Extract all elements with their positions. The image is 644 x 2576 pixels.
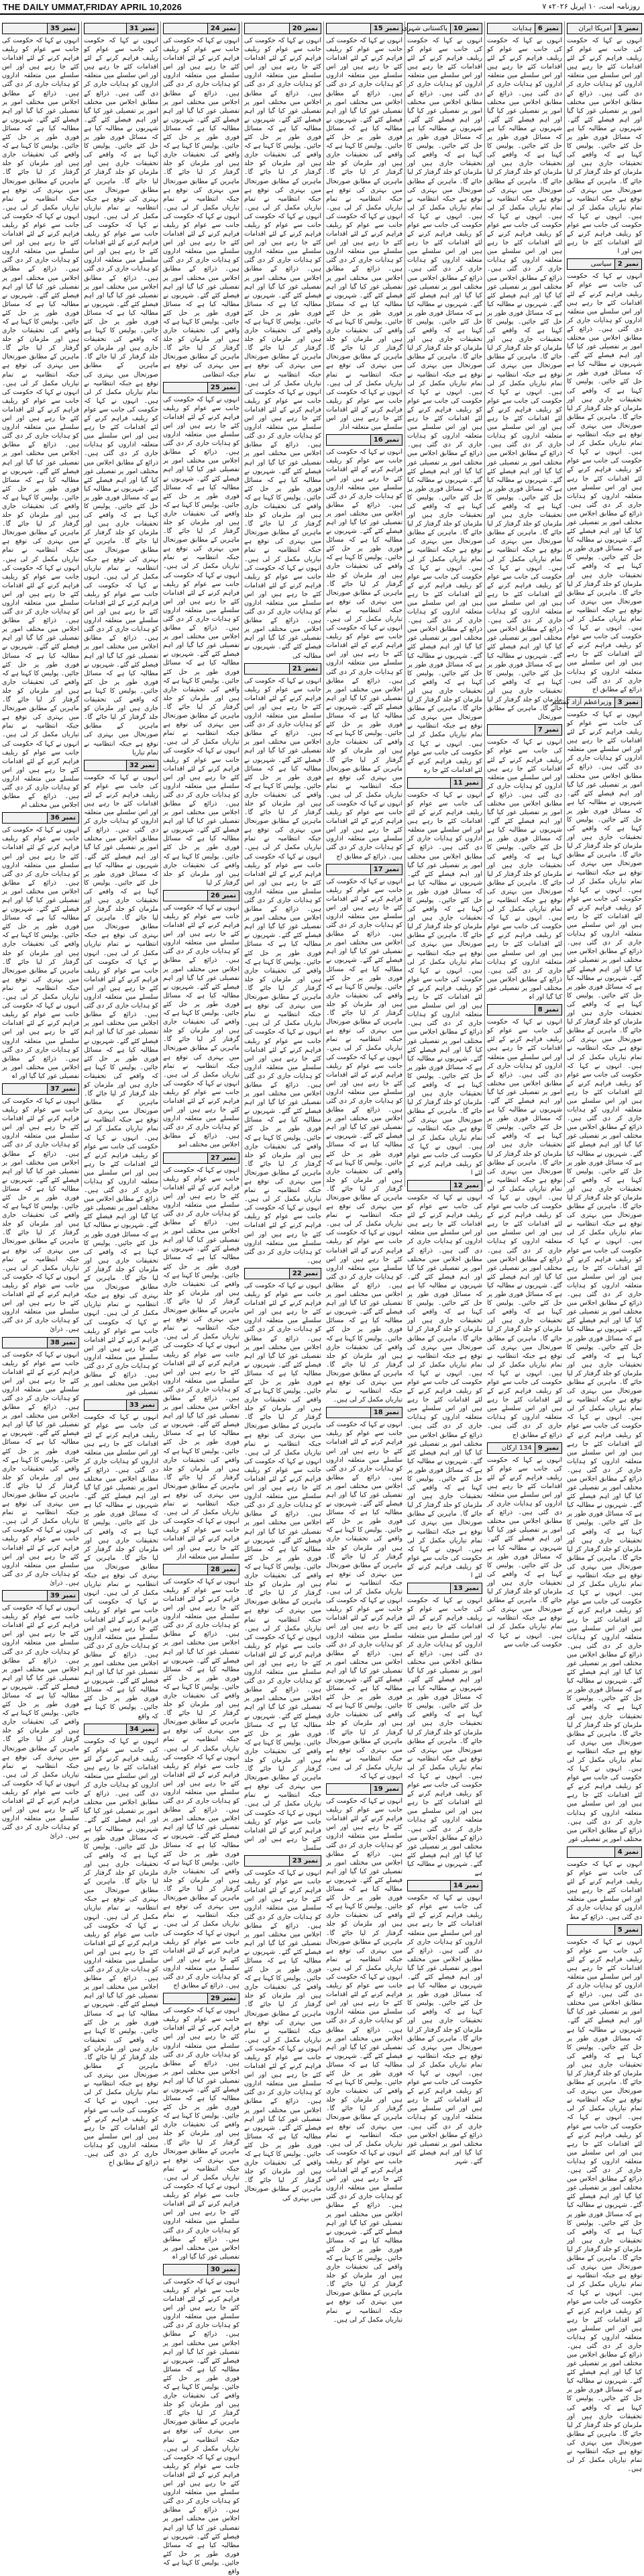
item-body-text: انہوں نے کہا کہ حکومت کی جانب سے عوام کو ریلیف فراہم کرنے کے لئے اقدامات کئے جا رہے ہیں اور اس سلسلے میں متعلقہ اداروں کو ہدایات جاری کر دی گئی ہیں۔ ذرائع کے مطابق اجلاس میں مختلف امور پر تفصیلی غور کیا گیا اور اہم فیصلے کئے گئے۔ شہریوں نے مطالبہ کیا ہے کہ مسائل فوری طور پر حل کئے جائیں۔ پولیس کا کہنا ہے کہ واقعے کی تحقیقات جاری ہیں اور ملزمان کو جلد گرفتار کر لیا جائے گا۔ ماہرین کے مطابق صورتحال میں بہتری کی توقع ہے جبکہ انتظامیہ نے تمام تیاریاں مکمل کر لی ہیں۔ انہوں نے کہا کہ حکومت کی جانب سے <box>487 1456 562 1648</box>
item-number-label <box>326 434 402 446</box>
item-number: نمبر 32 <box>126 760 158 771</box>
item-number: نمبر 22 <box>289 1269 321 1279</box>
news-item <box>326 1783 402 2324</box>
item-number: نمبر 31 <box>126 23 158 34</box>
item-number-label <box>407 1880 482 1891</box>
item-number: نمبر 11 <box>450 778 482 788</box>
news-item <box>407 1180 482 1580</box>
item-body-text: انہوں نے کہا کہ حکومت کی جانب سے عوام کو ریلیف فراہم کرنے کے لئے اقدامات کئے جا رہے ہیں اور اس سلسلے میں متعلقہ اداروں کو ہدایات جاری کر دی گئی ہیں۔ ذرائع کے مطابق اجلاس میں مختلف امور پر تفصیلی غور کیا گیا اور اہم فیصلے کئے گئے۔ شہریوں نے مطالبہ کیا ہے کہ مسائل فوری طور پر حل کئے جائیں۔ پولیس کا کہنا ہے کہ واقعے کی تحقیقات جاری ہیں اور ملزمان کو جلد گرفتار کر لیا جائے گا۔ ماہرین کے مطابق صورتحال میں بہتری کی توقع ہے جبکہ انتظامیہ نے تمام تیاریاں مکمل کر لی ہیں۔ انہوں نے کہا کہ حکومت کی جانب سے عوام کو ریلیف فراہم کرنے کے لئے اقدامات کئے جا رہے ہیں اور اس سلسلے میں متعلقہ اداروں کو ہدایات جاری کر دی گئی ہیں۔ ذرائع کے مطابق اجلاس میں مختلف امور پر تفصیلی غور کیا گیا اور اہم فیصلے کئے گئے۔ شہریوں نے مطالبہ کیا ہے کہ مسائل فوری طور پر حل کئے جائیں۔ پولیس کا کہنا ہے کہ واقعے کی تحقیقات جاری ہیں اور ملزمان کو جلد گرفتار کر لیا جائے گا۔ ماہرین کے مطابق صورتحال میں بہتری کی توقع ہے جبکہ انتظامیہ نے تمام تیاریاں مکمل کر لی ہیں۔ انہوں نے کہا کہ حکومت کی جانب سے عوام کو ریلیف فراہم کرنے کے لئے اقدامات کئے جا رہے ہیں اور اس سلسلے میں متعلقہ اداروں کو ہدایات جاری کر دی گئی ہیں۔ ذرائع کے مطابق اجلاس میں مختلف امور پر تفصیلی غور کیا گیا اور اہم فیصلے کئے گئے۔ شہریوں نے مطالبہ کیا ہے کہ مسائل فوری طور پر حل کئے جائیں۔ پولیس کا کہنا ہے کہ واقعے کی تحقیقات جاری ہیں اور ملزمان کو جلد گرفتار کر لیا جائے گا۔ ماہرین کے مطابق صورتحال میں بہتری کی توقع ہے جبکہ انتظامیہ نے تمام تیاریاں مکمل کر لی ہیں۔ انہوں نے کہا کہ حکومت کی جانب سے عوام کو ریلیف فراہم کرنے کے لئے اقدامات کئے جا رہے ہیں اور اس سلسل <box>244 1281 321 1852</box>
item-number-label <box>84 1724 158 1735</box>
news-item <box>163 1564 239 1990</box>
item-tag: ہدایات <box>512 25 532 32</box>
news-item <box>567 1924 642 2474</box>
item-body-text: انہوں نے کہا کہ حکومت کی جانب سے عوام کو ریلیف فراہم کرنے کے لئے اقدامات کئے جا رہے ہیں اور اس سلسلے میں متعلقہ اداروں کو ہدایات جاری کر دی گئی ہیں۔ ذرائع کے مطابق اجلاس میں مختلف امور پر تفصیلی غور کیا گیا اور اہم فیصلے کئے گئے۔ شہریوں نے مطالبہ کیا ہے کہ مسائل فوری طور پر حل کئے جائیں۔ پولیس کا کہنا ہے کہ واقعے کی تحقیقات جاری ہیں اور ملزمان کو جلد گرفتار کر لیا جائے گا۔ ماہرین کے مطابق صورتحال میں بہتری کی توقع ہے جبکہ انتظامیہ نے تمام تیاریاں مکمل کر لی ہیں۔ انہوں نے کہا کہ حکومت کی جانب سے عوام کو ریلیف فراہم کرنے کے لئے اقدامات کئے جا رہے ہیں اور اس سلسلے میں متعلقہ اداروں کو ہدایات جاری کر دی گئی ہیں۔ ذرائع کے مطابق اجلاس میں مختلف امور پر تفصیلی غور کیا گیا اور اہ <box>163 2007 239 2261</box>
news-item <box>163 23 239 379</box>
item-number: نمبر 20 <box>289 23 321 34</box>
newspaper-page <box>0 16 644 2575</box>
item-body-text: انہوں نے کہا کہ حکومت کی جانب سے عوام کو ریلیف فراہم کرنے کے لئے اقدامات کئے جا رہے ہیں اور اس سلسلے میں متعلقہ اداروں کو ہدایات جاری کر دی گئی ہیں۔ ذرائع کے مطابق اجلاس میں مختلف امور پر تفصیلی غور کیا گیا اور اہم فیصلے کئے گئے۔ شہریوں نے مطالبہ کیا ہے کہ مسائل فوری طور پر حل کئے جائیں۔ پولیس کا کہنا ہے کہ واقعے کی تحقیقات جاری ہیں اور ملزمان کو جلد گرفتار کر لیا جائے گا۔ ماہرین کے مطابق صورتحال میں بہتری کی توقع ہے جبکہ انتظامیہ نے تمام تیاریاں مکمل کر لی ہیں۔ انہوں نے کہا کہ حکومت کی جانب سے عوام کو ریلیف فراہم کرنے کے لئے اقدامات کئے جا رہے ہیں اور اس سلسلے میں متعلقہ اداروں کو ہدایات جاری کر دی گئی ہیں۔ ذرائع کے مطابق اجلاس میں مختلف امور پر تفصیلی غور کیا گیا اور اہم فیصلے کئے گئے۔ شہریوں نے مطالبہ کیا ہے کہ مسائل فوری طور پر حل کئے جائیں۔ پولیس کا کہنا ہے کہ واقعے کی تحقیقات جاری ہیں اور ملزمان کو جلد گرفتار کر لیا جائے گا۔ ماہرین کے مطابق صورتحال میں بہتری کی توقع ہے جبکہ انتظامیہ نے تمام تیاریاں مکمل کر لی ہیں۔ انہوں نے کہا کہ حکومت کی جانب سے عوام کو ریلیف فراہم کرنے کے لئے اقدامات کئے جا رہے ہیں اور اس سلسلے میں متعلقہ اداروں کو ہدایات جاری کر دی گئی ہیں۔ ذرائع کے مطابق اجلاس میں مختلف امور پر تفصیلی غور کیا گیا اور اہم فیصلے کئے گئے۔ شہریوں نے مطالبہ کیا ہے کہ مسائل فوری طور پر حل کئے جائیں۔ پولیس کا کہنا ہے کہ واقعے کی تحقیقات جاری ہیں اور ملزمان کو جلد گرفتار کر لیا جائے گا۔ ماہرین کے مطابق صورتحال میں بہتری کی توقع ہے جبکہ انتظامیہ نے تمام تیاریاں مکمل کر لی ہیں۔ انہوں نے کہا کہ حکومت کی جانب سے عوام کو ریلیف فراہم کرنے کے لئے اقدامات کئے جا رہے ہیں اور اس سلسلے میں متعلقہ اداروں کو ہدایات جاری کر دی گئی ہیں۔ ذرائع کے مطابق اجلاس میں مختلف امور پر تفصیلی غور کیا گیا اور اہم فیصلے کئے گئے۔ شہریوں نے مطالبہ کی <box>244 37 321 660</box>
item-tag: وزیراعظم آزاد کشمیر <box>551 698 612 706</box>
item-body-text: انہوں نے کہا کہ حکومت کی جانب سے عوام کو ریلیف فراہم کرنے کے لئے اقدامات کئے جا رہے ہیں اور اس سلسلے میں متعلقہ اداروں کو ہدایات جاری کر دی گئی ہیں۔ ذرائع کے مطابق اجلاس میں مختلف امور پر تفصیلی غور کیا گیا اور اہم فیصلے کئے گئے۔ شہریوں نے مطالبہ کیا ہے کہ مسائل فوری طور پر حل کئے جائیں۔ پولیس کا کہنا ہے کہ واقعے کی تحقیقات جاری ہیں اور ملزمان کو جلد گرفتار کر لیا جائے گا۔ ماہرین کے مطابق صورتحال میں بہتری کی توقع ہے جبکہ انتظامیہ نے تمام تیاریاں مکمل کر لی ہیں۔ انہوں نے کہا کہ حکومت کی جانب سے عوام کو ریلیف فراہم کرنے کے لئے اقدامات کئے جا رہے ہیں اور اس سلسلے میں متعلقہ اداروں کو ہدایات جاری کر دی گئی ہیں۔ ذرائع کے مطابق اجلاس میں مختلف امور پر تفصیلی غور کیا گیا اور اہم فیصلے کئے گئے۔ شہریوں نے مطالبہ کیا ہے کہ مسائل فوری طور پر حل کئے جائیں۔ پولیس کا کہنا ہے کہ واقعے کی تحقیقات جاری ہیں اور ملزمان کو جلد گرفتار کر لیا جائے گا۔ ماہرین کے مطابق صورتحال میں بہتری کی توقع ہے جبکہ انتظامیہ نے تمام تیاریاں مکمل کر لی ہیں۔ انہوں نے کہا کہ حکومت کی جانب سے عوام کو ریلیف فراہم کرنے کے لئے ا <box>407 791 482 1177</box>
news-item <box>163 382 239 887</box>
item-number-label <box>163 2264 239 2275</box>
news-item <box>163 1152 239 1561</box>
item-number-label <box>163 1564 239 1575</box>
item-number: نمبر 35 <box>47 23 78 34</box>
item-number-label <box>2 1337 79 1348</box>
item-number-label <box>487 1442 562 1454</box>
item-number-label <box>567 1924 642 1936</box>
item-number-label <box>163 1152 239 1164</box>
news-item <box>551 697 642 1844</box>
news-item <box>567 23 642 256</box>
item-number-label <box>244 1855 321 1867</box>
news-item <box>402 23 482 775</box>
item-number-label <box>163 23 239 34</box>
news-column <box>160 21 241 2575</box>
item-number: نمبر 27 <box>207 1153 239 1163</box>
item-number-label <box>326 1783 402 1795</box>
news-item <box>487 1442 562 1649</box>
item-tag: سیاسی <box>590 260 612 268</box>
item-number-label <box>163 1993 239 2004</box>
item-number-label <box>551 697 642 708</box>
news-item <box>84 1724 158 2168</box>
item-number: نمبر 10 <box>450 23 482 34</box>
item-body-text: انہوں نے کہا کہ حکومت کی جانب سے عوام کو ریلیف فراہم کرنے کے لئے اقدامات کئے جا رہے ہیں اور اس سلسلے میں متعلقہ اداروں کو ہدایات جاری کر دی گئی ہیں۔ ذرائع کے مطابق اجلاس میں مختلف امور پر تفصیلی غور کیا گیا اور اہم فیصلے کئے گئے۔ شہریوں نے مطالبہ کیا ہے کہ مسائل فوری طور پر حل کئے جائیں۔ پولیس کا کہنا ہے کہ واقعے کی تحقیقات جاری ہیں اور ملزمان کو جلد گرفتار کر لیا جائے گا۔ ماہرین کے مطابق صورتحال میں بہتری کی توقع ہے جبکہ انتظامیہ نے تمام تیاریاں مکمل کر لی ہیں۔ انہوں نے کہا کہ حکومت کی جانب سے عوام کو ریلیف فراہم کرنے کے لئے اقدامات کئے جا رہے ہیں اور اس سلسلے میں متعلقہ اداروں کو ہدایات جاری کر دی گئی ہیں۔ ذرائع کے مطابق اجلاس میں مختلف امور پر تفصیلی غور کیا گیا اور اہم فیصلے کئے گئے۔ شہریوں نے مطالبہ کیا ہے کہ مسائل فوری طور پر حل کئے جائیں۔ پولیس کا کہنا ہے کہ واقعے کی تحقیقات جاری ہیں اور ملزمان کو جلد گرفتار کر لیا جائے گا۔ ماہرین کے مطابق صورتحال میں بہتری کی توقع ہے جبکہ انتظامیہ نے تمام تیاریاں مکمل کر لی ہیں۔ انہوں نے کہا کہ حکومت کی جانب سے عوام کو ریلیف فراہم کرنے کے لئے اقدامات کئے جا رہے ہیں اور اس سلسلے میں متعلقہ اداروں کو ہدایات جاری کر دی گئی ہیں۔ ذرائع کے مطابق اجلاس میں مختلف امور پر تفصیلی غور کیا گیا اور اہم فیصلے کئے گئے۔ شہریوں نے مطالبہ کیا ہے کہ مسائل فوری طور پر حل کئے جائیں۔ پولیس کا کہنا ہے کہ واقعے کی تحقیقات جاری ہیں اور ملزمان کو جلد گرفتار کر لیا جائے گا۔ ماہرین کے مطابق صورتحال میں بہتری کی توقع ہے جبکہ انتظامیہ نے تمام تیاریاں مکمل کر لی ہیں۔ انہوں نے کہا کہ حکومت کی جانب سے عوام کو ریلیف فراہم کرنے کے لئے اقدامات کئے جا رہے ہیں اور اس سلسلے میں متعلقہ اداروں کو ہدایات جاری کر دی گئی ہیں۔ ذرائع کے مطابق اجلاس میں مختلف امور پر تفصیلی غور <box>84 773 158 1397</box>
item-number: نمبر 28 <box>207 1565 239 1575</box>
news-item <box>163 890 239 1150</box>
newspaper-date-urdu: روزنامہ امت، ۱۰ اپریل ۲۰۲۶ء ۷ <box>542 2 640 11</box>
item-number-label <box>567 258 642 270</box>
item-number: نمبر 23 <box>289 1856 321 1866</box>
news-item <box>2 23 79 809</box>
item-body-text: انہوں نے کہا کہ حکومت کی جانب سے عوام کو ریلیف فراہم کرنے کے لئے اقدامات کئے جا رہے ہیں اور اس سلسلے میں متعلقہ اداروں کو ہدایات جاری کر دی گئی ہیں۔ ذرائع کے مطابق اجلاس میں مختلف امور پر تفصیلی غور کیا گیا اور اہم فیصلے کئے گئے۔ شہریوں نے مطالبہ کیا ہے کہ مسائل فوری طور پر حل کئے جائیں۔ پولیس کا کہنا ہے کہ واقعے کی تحقیقات جاری ہیں اور ملزمان کو جلد گرفتار کر لیا جائے گا۔ ماہرین کے مطابق صورتحال میں بہتری کی توقع ہے جبکہ انتظامیہ نے تمام تیاریاں مکمل کر لی ہیں۔ انہوں نے کہا کہ حکومت کی جانب سے عوام کو ریلیف فراہم کرنے کے لئے اقدامات کئے جا رہے ہیں اور اس سلسلے میں متعلقہ اداروں کو ہدایات جاری کر دی گئی ہیں۔ ذرائع کے مطابق اجلاس میں مختلف امور پر تفصیلی غور کیا گیا اور اہ <box>487 738 562 1001</box>
item-number: نمبر 5 <box>614 1925 641 1935</box>
item-body-text: انہوں نے کہا کہ حکومت کی جانب سے عوام کو ریلیف فراہم کرنے کے لئے اقدامات کئے جا رہے ہیں اور اس سلسلے میں متعلقہ اداروں کو ہدایات جاری کر دی گئی ہیں۔ ذرائع کے مطابق اجلاس میں مختلف امور پر تفصیلی غور کیا گیا اور اہم فیصلے کئے گئے۔ شہریوں نے مطالبہ کیا ہے کہ مسائل فوری طور پر حل کئے جائیں۔ پولیس کا کہنا ہے کہ واقعے کی تحقیقات جاری ہیں اور ملزمان کو جلد گرفتار کر لیا جائے گا۔ ماہرین کے مطابق صورتحال میں بہتری کی توقع ہے جبکہ انتظامیہ نے تمام تیاریاں مکمل کر لی ہیں۔ انہوں نے کہا کہ حکومت کی جانب سے عوام کو ریلیف فراہم کرنے کے لئے اقدامات کئے جا رہے ہیں اور اس سلسلے میں متعلقہ اداروں کو ہدایات جاری کر دی گئی ہیں۔ ذرائع کے مطابق اجلاس میں مختلف امور پر تفصیلی غور کیا گیا اور اہم فیصلے کئے گئے۔ شہریوں نے مطالبہ کیا ہے کہ مسائل فوری طور پر حل کئے جائیں۔ پولیس کا کہنا ہے کہ واقعے کی تحقیقات جاری ہیں اور ملزمان کو جلد گرفتار کر لیا جائے گا۔ ماہرین کے مطابق صورتحال میں بہتری کی توقع ہے جبکہ انتظامیہ نے تمام تیاریاں مکمل کر لی ہیں۔ انہوں نے کہا کہ حکومت کی جانب سے عوام کو ریلیف فراہم کرنے کے لئے اقدامات کئے جا رہے ہیں اور اس سلسلے میں متعلقہ اداروں کو ہدایات جاری کر دی گئی ہیں۔ ذرائع کے مطابق اجلاس میں مختلف امور پر تفصیلی غور کیا گیا اور اہم فیصلے کئے گئے۔ شہریوں نے مطالبہ کیا ہے کہ مسائل فوری طور پر حل کئے جائیں۔ پولیس کا کہنا ہے کہ واقعے کی تحقیقات جاری ہیں اور ملزمان کو جلد گرفتار کر لیا جائے گا۔ ماہرین کے مطابق صورتحال میں بہتری کی توقع ہے جبکہ انتظامیہ نے تمام تیاریاں مکمل کر لی ہیں۔ انہوں نے کہا کہ حکومت کی جانب سے عوام کو ریلیف فراہم کرنے کے لئے اقدامات کئے جا رہے ہیں اور اس سلسلے میں متعلقہ اداروں کو ہدایات جاری کر دی گئی ہیں۔ ذرائع کے مطابق اجلاس میں مختلف امور پر تفصیلی غور کیا گیا اور اہم فیصلے کئے گئے۔ شہریوں نے مطالبہ کیا ہے کہ مسائل فوری طور پر حل کئے جائیں۔ پولیس کا کہنا ہے کہ واقعے کی تحقیقات جاری ہیں اور ملزمان کو جلد گرفتار کر لیا جائے گا۔ ماہرین کے مطابق صورتحال میں بہتری کی توقع ہے جبکہ انتظامیہ نے تمام تیاریا <box>84 37 158 756</box>
item-body-text: انہوں نے کہا کہ حکومت کی جانب سے عوام کو ریلیف فراہم کرنے کے لئے اقدامات کئے جا رہے ہیں اور اس سلسلے میں متعلقہ اداروں کو ہدایات جاری کر دی گئی ہیں۔ ذرائع کے مطابق اجلاس میں مختلف امور پر تفصیلی غور کیا گیا اور اہم فیصلے کئے گئے۔ شہریوں نے مطالبہ کیا ہے کہ مسائل فوری طور پر حل کئے جائیں۔ پولیس کا کہنا ہے کہ واقعے کی تحقیقات جاری ہیں اور ملزمان کو جلد گرفتار کر لیا جائے گا۔ ماہرین کے مطابق صورتحال میں بہتری کی توقع ہے جبکہ انتظامیہ نے تمام تیاریاں مکمل کر لی ہیں۔ انہوں نے کہا کہ حکومت کی جانب سے عوام کو ریلیف فراہم کرنے کے لئے اقدامات کئے جا رہے ہیں اور اس سلسلے میں متعلقہ اداروں کو ہدایات جاری کر دی گئی ہیں۔ ذرائع کے مطابق اجلاس میں مختلف امور پر تفصیلی غور کیا گیا اور اہم فیصلے کئے گئے۔ شہریوں نے مطالبہ کیا ہے کہ مسائل فوری طور پر حل کئے جائیں۔ پولیس کا کہنا ہے کہ واقعے کی تحقیقات جاری ہیں اور ملزمان کو جلد گرفتار کر لیا جائے گا۔ ماہرین کے مطابق صورتحال میں بہتری کی توقع ہے جبکہ انتظامیہ نے تمام تیاریاں مکمل کر لی ہیں۔ انہوں نے کہا کہ حکومت کی جانب سے عوام کو ریلیف فراہم کرنے کے لئے اقدامات کئے جا رہے ہیں اور اس سلسلے میں متعلقہ اداروں کو ہدایات جاری کر دی گئی ہیں۔ ذرائع کے مطابق اجلاس میں مختلف امور پر تفصیلی غور کیا گیا اور اہم فیصلے کئے گئے۔ شہریوں نے مطالبہ کیا ہے کہ مسائل فوری طور پر حل کئے جائیں۔ پولیس کا کہنا ہے کہ واقعے کی تحقیقات جاری ہیں اور ملزمان کو جلد گرفتار کر لیا جائے گا۔ ماہرین کے مطابق صورتحال میں بہتری کی توقع ہے جبکہ انتظامیہ نے تمام تیاریاں مکمل کر لی ہیں۔ انہوں نے کہا کہ حکومت کی جانب سے عوام کو ریلیف فراہم کرنے کے لئے اقدامات کئے جا رہے ہیں اور اس سلسلے میں متعلقہ اداروں کو ہدایات جاری کر دی گئی ہیں۔ ذرائع کے مطابق اجلاس میں مختلف امور پر تفصیلی غور کیا گیا اور اہم فیصلے کئے گئے۔ شہریوں نے مطالبہ کیا ہے کہ مسائل فوری طور پر حل کئے جائیں۔ پولیس کا کہنا ہے کہ واقعے کی تحقیقات جاری ہیں اور ملزمان کو جلد گرفتار کر لیا جائے گا۔ ماہرین کے مطابق صورتحال میں بہتری کی توقع ہے جبکہ انتظامیہ نے تمام تیاریاں مکمل کر لی ہیں۔ انہوں نے کہا کہ حکومت کی جانب سے عوام کو ریلیف فراہم کرنے کے لئے اقدامات کئے جا رہ <box>407 37 482 774</box>
item-body-text: انہوں نے کہا کہ حکومت کی جانب سے عوام کو ریلیف فراہم کرنے کے لئے اقدامات کئے جا رہے ہیں اور اس سلسلے میں متعلقہ اداروں کو ہدایات جاری کر دی گئی ہیں۔ ذرائع کے مطابق اجلاس میں مختلف امور پر تفصیلی غور کیا گیا اور اہم فیصلے کئے گئے۔ شہریوں نے مطالبہ کیا ہے کہ مسائل فوری طور پر حل کئے جائیں۔ پولیس کا کہنا ہے کہ واقعے کی تحقیقات جاری ہیں اور ملزمان کو جلد گرفتار کر لیا جائے گا۔ ماہرین کے مطابق صورتحال میں بہتری کی توقع ہے جبکہ انتظامیہ نے تمام تیاریاں مکمل کر لی ہیں۔ انہوں نے کہا کہ حکومت کی جانب سے عوام کو ریلیف فراہم کرنے کے لئے اقدامات کئے جا رہے ہیں اور اس سلسلے میں متعلقہ اداروں کو ہدایات جاری کر دی گئی ہیں۔ ذرائع کے مطابق اجلاس میں مختلف امور پر تفصیلی غور کیا گیا اور اہم فیصلے کئے گئے۔ شہر <box>407 1894 482 2165</box>
item-number: نمبر 1 <box>614 23 641 34</box>
news-item <box>84 23 158 757</box>
item-number-label <box>244 23 321 34</box>
item-number-label <box>487 1004 562 1015</box>
item-body-text: انہوں نے کہا کہ حکومت کی جانب سے عوام کو ریلیف فراہم کرنے کے لئے اقدامات کئے جا رہے ہیں اور اس سلسلے میں متعلقہ اداروں کو ہدایات جاری کر دی گئی ہیں۔ ذرائع کے مطابق اجلاس میں مختلف امور پر تفصیلی غور کیا گیا اور اہم فیصلے کئے گئے۔ شہریوں نے مطالبہ کیا ہے کہ مسائل فوری طور پر حل کئے جائیں۔ پولیس کا کہنا ہے کہ واقعے کی تحقیقات جاری ہیں اور ملزمان کو جلد گرفتار کر لیا جائے گا۔ ماہرین کے مطابق صورتحال میں بہتری کی توقع ہے جبکہ انتظامیہ نے تمام تیاریاں مکمل کر لی ہیں۔ انہوں نے کہا کہ حکومت کی جانب سے عوام کو ریلیف فراہم کرنے کے لئے اقدامات کئے جا رہے ہیں اور اس سلسلے میں متعلقہ اداروں کو ہدایات جاری کر دی گئی ہیں۔ ذرائع کے مطابق اجلاس میں مختلف امور پر تفصیلی غور کیا گیا اور اہم فیصلے کئے گئے۔ شہریوں نے مطالبہ کیا ہے کہ مسائل فوری طور پر حل کئے جائیں۔ پولیس کا کہنا ہے کہ واقعے کی تحقیقات جاری ہیں اور ملزمان کو جلد گرفتار کر لیا جائے گا۔ ماہرین کے مطابق صورتحال میں بہتری کی توقع ہے جبکہ انتظامیہ نے تمام تیاریاں مکمل کر لی ہیں۔ انہوں نے کہا کہ حکومت کی جانب سے عوام کو ریلیف فراہم کرنے کے لئے اقدامات کئے جا رہے ہیں اور اس سلسلے میں متعلقہ اداروں کو ہدایات جاری کر دی گئی ہیں۔ ذرائع کے مطابق اجلاس میں مختلف امور پر تفصیلی غور کیا گیا اور اہم فیصلے کئے گئے۔ شہریوں نے مطالبہ کیا ہے کہ مسائل فوری طور پر حل کئے جائیں۔ پولیس کا کہنا ہے کہ واقعے کی تحقیقات جاری ہیں اور ملزمان کو جلد گرفتار کر لیا جائے گا۔ ماہرین کے مطابق صورتحال میں بہتری کی توقع ہے جبکہ انتظامیہ نے تمام تیاریاں مکمل کر لی ہیں۔ <box>567 1938 642 2473</box>
item-number: نمبر 19 <box>370 1784 402 1794</box>
item-number: نمبر 34 <box>126 1724 158 1734</box>
item-number-label <box>163 890 239 901</box>
news-item <box>244 1268 321 1852</box>
item-body-text: انہوں نے کہا کہ حکومت کی جانب سے عوام کو ریلیف فراہم کرنے کے لئے اقدامات کئے جا رہے ہیں اور اس سلسلے میں متعلقہ اداروں کو ہدایات جاری کر دی گئی ہیں۔ ذرائع کے مطابق اجلاس میں مختلف امور پر تفصیلی غور کیا گیا اور اہم فیصلے کئے گئے۔ شہریوں نے مطالبہ کیا ہے کہ مسائل فوری طور پر حل کئے جائیں۔ پولیس کا کہنا ہے کہ واقعے کی تحقیقات جاری ہیں اور ملزمان کو جلد گرفتار کر لیا جائے گا۔ ماہرین کے مطابق صورتحال میں بہتری کی توقع ہے جبکہ انتظامیہ نے تمام تیاریاں مکمل کر لی ہیں۔ انہوں نے کہا کہ حکومت کی جانب سے عوام کو ریلیف فراہم کرنے کے لئے اقدامات کئے جا رہے ہیں اور اس سلسلے میں متعلقہ اداروں کو ہدایات جاری کر دی گئی ہیں۔ ذرائع کے مطابق اجلاس میں مختلف امور پر تفصیلی غور کیا گیا اور اہم فیصلے کئے گئے۔ شہریوں نے مطالبہ کیا ہے کہ مسائل فوری طور پر حل کئے جائیں۔ پولیس کا کہنا ہے کہ واقعے کی تحقیقات جاری ہیں اور ملزمان کو جلد گرفتار کر لیا جائے گا۔ ماہرین کے مطابق صورتحال میں بہتری کی توقع ہے جبکہ انتظامیہ نے تمام تیاریاں مکمل کر لی ہیں۔ انہوں نے کہا کہ حکومت کی جانب سے عوام کو ریلیف فراہم کرنے کے لئے اقدامات کئے جا رہے ہیں اور اس سلسلے میں متعلقہ ادار <box>326 37 402 432</box>
item-body-text: انہوں نے کہا کہ حکومت کی جانب سے عوام کو ریلیف فراہم کرنے کے لئے اقدامات کئے جا رہے ہیں اور اس سلسلے میں متعلقہ اداروں کو ہدایات جاری کر دی گئی ہیں۔ ذرائع کے مطابق اجلاس میں مختلف امور پر تفصیلی غور کیا گیا اور اہم فیصلے کئے گئے۔ شہریوں نے مطالبہ کیا ہے کہ مسائل فوری طور پر حل کئے جائیں۔ پولیس کا کہنا ہے کہ واقعے کی تحقیقات جاری ہیں اور ملزمان کو جلد گرفتار کر لیا جائے گا۔ ماہرین کے مطابق صورتحال میں بہتری کی توقع ہے جبکہ انتظامیہ نے تمام تیاریاں مکمل کر لی ہیں۔ انہوں نے کہا کہ حکومت کی جانب سے عوام کو ریلیف فراہم کرنے کے لئے اقدامات کئے جا رہے ہیں اور اس سلسلے میں متعلقہ اداروں کو ہدایات جاری کر دی گئی ہیں۔ ذرائع کے مطابق اجلاس میں مختلف امور پر تفصیلی غور کیا گیا اور اہم فیصلے کئے گئے۔ شہریوں نے مطالبہ کیا ہے کہ مسائل فوری طور پر حل کئے جائیں۔ پولیس کا کہنا ہے کہ واقعے کی تحقیقات جاری ہیں اور ملزمان کو جلد گرفتار کر لیا جائے گا۔ ماہرین کے مطابق صورتحال میں بہتری کی توقع ہے جبکہ انتظامیہ نے تمام تیاریاں مکمل کر لی ہیں۔ انہوں نے کہا کہ حکومت کی جانب سے عوام کو ریلیف فراہم کرنے کے لئے اقدامات کئے جا رہے ہیں اور اس سلسلے میں متعلقہ اداروں کو ہدایات جاری کر دی گئی ہیں۔ ذرائع کے مطابق اج <box>84 1737 158 2167</box>
item-number: نمبر 13 <box>450 1583 482 1593</box>
news-item <box>326 23 402 432</box>
item-number: نمبر 8 <box>535 1005 561 1015</box>
item-body-text: انہوں نے کہا کہ حکومت کی جانب سے عوام کو ریلیف فراہم کرنے کے لئے اقدامات کئے جا رہے ہیں اور اس سلسلے میں متعلقہ اداروں کو ہدایات جاری کر دی گئی ہیں۔ ذرائع کے مطابق اجلاس میں مختلف امور پر تفصیلی غور کیا گیا اور اہم فیصلے کئے گئے۔ شہریوں نے مطالبہ کیا ہے کہ مسائل فوری طور پر حل کئے جائیں۔ پولیس کا کہنا ہے کہ واقعے کی تحقیقات جاری ہیں اور ملزمان کو جلد گرفتار کر لیا جائے گا۔ ماہرین کے مطابق صورتحال میں بہتری کی توقع ہے جبکہ انتظامیہ نے تمام تیاریاں مکمل کر لی ہیں۔ انہوں نے کہا کہ حکومت کی جانب سے عوام کو ریلیف فراہم کرنے کے لئے اقدامات کئے جا رہے ہیں اور اس سلسلے میں متعلقہ اداروں کو ہدایات جاری کر دی گئی ہیں۔ ذرائ <box>2 1097 79 1334</box>
item-number: نمبر 17 <box>370 864 402 875</box>
item-number-label <box>407 777 482 789</box>
news-column <box>484 21 564 1648</box>
news-column <box>0 21 81 1840</box>
news-item <box>2 1083 79 1334</box>
news-item <box>84 1399 158 1720</box>
item-number: نمبر 29 <box>207 1993 239 2003</box>
item-body-text: انہوں نے کہا کہ حکومت کی جانب سے عوام کو ریلیف فراہم کرنے کے لئے اقدامات کئے جا رہے ہیں اور اس سلسلے میں متعلقہ اداروں کو ہدایات جاری کر دی گئی ہیں۔ ذرائع کے مطابق اجلاس میں مختلف امور پر تفصیلی غور کیا گیا اور اہم فیصلے کئے گئے۔ شہریوں نے مطالبہ کیا ہے کہ مسائل فوری طور پر حل کئے جائیں۔ پولیس کا کہنا ہے کہ واقعے کی تحقیقات جاری ہیں اور ملزمان کو جلد گرفتار کر لیا جائے گا۔ ماہرین کے مطابق صورتحال میں بہتری کی توقع ہے جبکہ انتظامیہ نے تمام تیاریاں مکمل کر لی ہیں۔ انہوں نے کہا کہ حکومت کی جانب سے عوام کو ریلیف فراہم کرنے کے لئے اقدامات کئے جا رہے ہیں اور اس سلسلے میں متعلقہ اداروں کو ہدایات جاری کر دی گئی ہیں۔ ذرائع کے مطابق اجلاس میں مختلف امور پر تفصیلی غور کیا گیا اور اہم فیصلے کئے گئے۔ شہریوں نے مطالبہ کیا ہے کہ مسائل فوری طور پر حل کئے جائیں۔ پولیس کا کہنا ہے کہ واقعے کی تحقیقات جاری ہیں اور ملزمان کو جلد گرفتار کر لیا جائے گا۔ ماہرین کے مطابق صورتحال میں بہتری کی توقع ہے جبکہ انتظامیہ نے تمام تیاریاں مکمل کر لی ہیں۔ انہوں نے کہا کہ حکومت کی جانب سے عوام کو ریلیف فراہم کرنے کے لئے اقدامات کئے جا رہے ہیں اور اس سلسلے میں متعلقہ اداروں کو ہدایات جاری کر دی گئی ہیں۔ ذرائع کے مطابق اجلاس میں مختلف امور پر تفصیلی غور کیا گیا اور اہم فیصلے کئے گئے۔ شہریوں نے مطالبہ کیا ہے کہ مسائل فوری طور پر حل کئے جائیں۔ پولیس کا کہنا ہے کہ واقعے کی تحقیقات جاری ہیں اور ملزمان کو جلد گرفتار کر لیا جائے گا۔ ماہرین کے مطابق صورتحال میں بہتری کی توقع ہے جبکہ انتظامیہ نے تمام تیاریاں مکمل کر لی ہیں۔ انہوں نے کہا کہ حکومت کی جانب سے عوام کو ریلیف فراہم کرنے کے لئے اقدامات کئے جا رہے ہیں اور اس سلسلے میں متعلقہ اداروں کو ہدایات جاری کر دی گئی ہیں۔ ذرائع کے مطابق اجلاس میں مختلف امور پر تفصیلی غور کیا گیا اور اہم فیصلے کئے گئے۔ شہریوں نے مطالبہ کیا ہے کہ مسائل فوری طور پر حل کئے جائیں۔ پولیس کا کہنا ہے کہ واقعے کی تحقیقات جاری ہیں اور ملزمان کو جلد گرفتار کر لیا جائے گا۔ ماہرین کے مطابق صورتحال میں بہتری کی توقع ہے جبکہ انتظامیہ نے تمام تیاریاں مکمل کر لی ہیں۔ انہوں نے کہا کہ حکومت کی جانب سے عوام کو ریلیف فراہم کرنے کے لئے اقدامات کئے جا رہے ہیں اور اس سلسلے میں متعلقہ اداروں کو ہدایات جاری کر دی گئی ہیں۔ ذرائع کے مطابق اجلاس میں مختلف ام <box>2 37 79 809</box>
item-body-text: انہوں نے کہا کہ حکومت کی جانب سے عوام کو ریلیف فراہم کرنے کے لئے اقدامات کئے جا رہے ہیں اور اس سلسلے میں متعلقہ اداروں کو ہدایات جاری کر دی گئی ہیں۔ ذرائع کے مطابق اجلاس میں مختلف امور پر تفصیلی غور کیا گیا اور اہم فیصلے کئے گئے۔ شہریوں نے مطالبہ کیا ہے کہ مسائل فوری طور پر حل کئے جائیں۔ پولیس کا کہنا ہے کہ واقعے کی تحقیقات جاری ہیں اور ملزمان کو جلد گرفتار کر لیا جائے گا۔ ماہرین کے مطابق صورتحال میں بہتری کی توقع ہے جبکہ انتظامیہ نے تمام تیاریاں مکمل کر لی ہیں۔ انہوں نے کہا کہ حکومت کی جانب سے عوام کو ریلیف فراہم کرنے کے لئے اقدامات کئے جا رہے ہیں اور اس سلسلے میں متعلقہ اداروں کو ہدایات جاری کر دی گئی ہیں۔ ذرائع کے مطابق اجلاس میں مختلف امور پر تفصیلی غور کیا گیا اور اہم فیصلے کئے گئے۔ شہریوں نے مطالبہ کیا ہے کہ مسائل فوری طور پر حل کئے جائیں۔ پولیس کا کہنا ہے کہ واقعے کی تحقیقات جاری ہیں اور ملزمان کو جلد گرفتار کر لیا جائے گا۔ ماہرین کے مطابق صورتحال میں بہتری کی توقع ہے جبکہ انتظامیہ نے تمام تیاریاں مکمل کر لی ہیں۔ انہوں نے کہا کہ <box>326 1421 402 1780</box>
news-item <box>567 1846 642 1922</box>
item-number: نمبر 9 <box>535 1443 561 1453</box>
item-number: نمبر 33 <box>126 1400 158 1410</box>
item-body-text: انہوں نے کہا کہ حکومت کی جانب سے عوام کو ریلیف فراہم کرنے کے لئے اقدامات کئے جا رہے ہیں اور اس سلسلے میں متعلقہ اداروں کو ہدایات جاری کر دی گئی ہیں۔ ذرائع کے مطابق اجلاس میں مختلف امور پر تفصیلی غور کیا گیا اور اہم فیصلے کئے گئے۔ شہریوں نے مطالبہ کیا ہے کہ مسائل فوری طور پر حل کئے جائیں۔ پولیس کا کہنا ہے کہ واقعے کی تحقیقات جاری ہیں اور ملزمان کو جلد گرفتار کر لیا جائے گا۔ ماہرین کے مطابق صورتحال میں بہتری کی توقع ہے جبکہ انتظامیہ نے تمام تیاریاں مکمل کر لی ہیں۔ انہوں نے کہا کہ حکومت کی جانب سے عوام کو ریلیف فراہم کرنے کے لئے اقدامات کئے جا رہے ہیں اور اس سلسلے میں متعلقہ اداروں کو ہدایات جاری کر دی گئی ہیں۔ ذرائع کے مطابق اجلاس میں مختلف امور پر تفصیلی غور کیا گیا اور اہم فیصلے کئے گئے۔ شہریوں نے مطالبہ کیا ہے کہ مسائل فوری طور پر حل کئے جائیں۔ پولیس کا کہنا ہے کہ واقعے کی تحقیقات جاری ہیں اور ملزمان کو جلد گرفتار کر لیا جائے گا۔ ماہرین کے مطابق صورتحال میں بہتری کی توقع ہے جبکہ انتظامیہ نے تمام تیاریاں مکمل کر لی ہیں۔ انہوں نے کہا کہ حکومت کی جانب سے عوام کو ریلیف فراہم کرنے کے لئے اقدامات کئے جا رہے ہیں اور اس سلسلے میں متعلقہ اداروں کو ہدایات جاری کر دی گئی ہیں۔ ذرائع کے مطابق اجلاس میں مختلف امور پر تفصیلی غور کیا گیا اور اہم فیصلے کئے گئے۔ شہریوں نے مطالبہ کیا ہے کہ مسائل فوری طور پر حل کئے جائیں۔ پولیس کا کہنا ہے کہ واقعے کی تحقیقات جاری ہیں اور ملزمان کو جلد گرفتار کر لیا جائے گا۔ ماہرین کے مطابق صورتحال میں بہتری کی توقع ہے جبکہ انتظامیہ نے تمام تیاریاں مکمل کر لی ہیں۔ <box>326 877 402 1404</box>
item-number: نمبر 2 <box>614 259 641 269</box>
news-item <box>407 777 482 1177</box>
item-body-text: انہوں نے کہا کہ حکومت کی جانب سے عوام کو ریلیف فراہم کرنے کے لئے اقدامات کئے جا رہے ہیں اور اس سلسلے میں متعلقہ اداروں کو ہدایات جاری کر دی گئی ہیں۔ ذرائع کے مطابق اجلاس میں مختلف امور پر تفصیلی غور کیا گیا اور اہم فیصلے کئے گئے۔ شہریوں نے مطالبہ کیا ہے کہ مسائل فوری طور پر حل کئے جائیں۔ پولیس کا کہنا ہے کہ واقعے کی تحقیقات جاری ہیں اور ملزمان کو جلد گرفتار کر لیا جائے گا۔ ماہرین کے مطابق صورتحال میں بہتری کی توقع ہے جبکہ انتظامیہ نے تمام تیاریاں مکمل کر لی ہیں۔ انہوں نے کہا کہ حکومت کی جانب سے عوام کو ریلیف فراہم کرنے کے لئے اقدامات کئے جا رہے ہیں اور اس سلسلے میں متعلقہ اداروں کو ہدایات جاری کر دی گئی ہیں۔ ذرائ <box>2 1350 79 1587</box>
item-number: نمبر 26 <box>207 891 239 901</box>
item-number-label <box>244 663 321 675</box>
news-column <box>402 21 484 2165</box>
item-body-text: انہوں نے کہا کہ حکومت کی جانب سے عوام کو ریلیف فراہم کرنے کے لئے اقدامات کئے جا رہے ہیں اور اس سلسلے میں متعلقہ اداروں کو ہدایات جاری کر دی گئی ہیں۔ ذرائع کے مط <box>567 1860 642 1921</box>
item-body-text: انہوں نے کہا کہ حکومت کی جانب سے عوام کو ریلیف فراہم کرنے کے لئے اقدامات کئے جا رہے ہیں اور اس سلسلے میں متعلقہ اداروں کو ہدایات جاری کر دی گئی ہیں۔ ذرائع کے مطابق اجلاس میں مختلف امور پر تفصیلی غور کیا گیا اور اہم فیصلے کئے گئے۔ شہریوں نے مطالبہ کیا ہے کہ مسائل فوری طور پر حل کئے جائیں۔ پولیس کا کہنا ہے کہ واقعے کی تحقیقات جاری ہیں اور ملزمان کو جلد گرفتار کر لیا جائے گا۔ ماہرین کے مطابق صورتحال میں بہتری کی توقع ہے جبکہ انتظامیہ نے تمام تیاریاں مکمل کر لی ہیں۔ انہوں نے کہا کہ حکومت کی جانب سے عوام کو ریلیف فراہم کرنے کے لئے اقدامات کئے جا رہے ہیں اور اس سلسلے میں متعلقہ اداروں کو ہدایات جاری کر دی گئی ہیں۔ ذرائع کے مطابق اجلاس میں مختلف امور پر تفصیلی غور کیا گیا اور اہم فیصلے کئے گئے۔ شہریوں نے مطالبہ کیا ہے کہ مسائل فوری طور پر حل کئے جائیں۔ پولیس کا کہنا ہے کہ واقعے کی تحقیقات جاری ہیں اور ملزمان کو جلد گرفتار کر لیا جائے گا۔ ماہرین کے مطابق صورتحال میں بہتری کی توقع ہے جبکہ انتظامیہ نے تمام تیاریاں مکمل کر لی ہیں۔ انہوں نے کہا کہ حکومت کی جانب سے عوام کو ریلیف فراہم کرنے کے لئے اقدامات کئے جا رہے ہیں اور اس سلسلے میں متعلقہ ادار <box>163 1166 239 1561</box>
item-body-text: انہوں نے کہا کہ حکومت کی جانب سے عوام کو ریلیف فراہم کرنے کے لئے اقدامات کئے جا رہے ہیں اور اس سلسلے میں متعلقہ اداروں کو ہدایات جاری کر دی گئی ہیں۔ ذرائع کے مطابق اجلاس میں مختلف امور پر تفصیلی غور کیا گیا اور اہم فیصلے کئے گئے۔ شہریوں نے مطالبہ کیا ہے کہ مسائل فوری طور پر حل کئے جائیں۔ پولیس کا کہنا ہے کہ واقعے کی تحقیقات جاری ہیں اور ملزمان کو جلد گرفتار کر لیا جائے گا۔ ماہرین کے مطابق صورتحال میں بہتری کی توقع ہے جبکہ انتظامیہ نے تمام تیاریاں مکمل کر لی ہیں۔ انہوں نے کہا کہ حکومت کی جانب سے عوام کو ریلیف فراہم کرنے کے لئے اقدامات کئے جا رہے ہیں اور اس سلسلے میں متعلقہ اداروں کو ہدایات جاری کر دی گئی ہیں۔ ذرائع کے مطابق اجلاس میں مختلف امور پر تفصیلی غور کیا گیا اور اہم فیصلے کئے گئے۔ شہریوں نے مطالبہ کیا ہے کہ مسائل فوری طور پر حل کئے جائیں۔ پولیس کا کہنا ہے کہ واقعے کی تحقیقات جاری ہیں اور ملزمان کو جلد گرفتار کر لیا جائے گا۔ ماہرین کے مطابق صورتحال میں بہتری کی توقع ہے جبکہ انتظامیہ نے تمام تیاریاں مکمل کر لی ہیں۔ انہوں نے کہا کہ حکومت کی جانب سے عوام کو ریلیف فراہم کرنے کے لئے اقدامات کئے جا رہے ہیں اور اس سلسلے میں متعلقہ اداروں کو ہدایات جاری کر دی گئی ہیں۔ ذرائع کے مطابق اجلاس میں مختلف امور پر تفصیلی غور کیا گیا اور اہم فیصلے کئے گئے۔ شہریوں نے مطالبہ کیا ہے کہ مسائل فوری طور پر حل کئے جائیں۔ پولیس کا کہنا ہے کہ واقعے کی تحقیقات جاری ہیں اور ملزمان کو جلد گرفتار کر لیا جائے گا۔ ماہرین کے مطابق صورتحال میں بہتری کی توقع ہے جبکہ انتظامیہ نے تمام تیاریاں مکمل کر لی ہیں۔ انہوں نے کہا کہ حکومت کی جانب سے عوام کو ریلیف فراہم کرنے کے لئے اقدامات کئے جا رہے ہیں اور اس سلسلے میں متعلقہ اداروں کو ہدایات جاری کر دی گئی ہیں۔ ذرائع کے مطابق اجلاس میں مختلف امور پر تفصیلی غور کیا گیا اور اہم فیصلے کئے گئے۔ شہریوں نے مطالبہ کیا ہے کہ مسائل فوری طور پر حل کئے جائیں۔ پولیس کا کہنا ہے کہ واقعے کی تحقیقات جاری ہیں اور ملزمان کو جلد گرفتار کر لیا جائے گا۔ ماہرین کے مطابق صورتحال میں بہتری کی توقع ہے جبکہ انتظامیہ نے تمام تیاریاں مکمل کر لی ہیں۔ انہوں نے کہا کہ حکومت کی جانب سے عوام کو ریلیف فراہم کرنے کے لئے اقدامات کئے جا رہے ہیں اور اس سلسلے میں متعلقہ اداروں کو ہدایات جاری کر دی گئی ہیں۔ ذرائع کے مطابق اجلاس میں مختلف امور پر تفصیلی غور کیا گیا اور اہم فیصلے کئے گئے۔ شہریوں نے مطالبہ کیا ہے کہ مسائل فوری طور پر حل کئے جائیں۔ پولیس کا کہنا ہے کہ واقعے کی تحقیقات جاری ہیں اور ملزمان کو جلد گرفتار کر لیا جائے گا۔ ماہرین کے مطابق صورتحال میں بہتری کی توقع ہے جبکہ انتظامیہ نے تمام تیاریاں مکمل کر لی ہیں۔ انہوں نے کہا کہ حکومت کی جانب سے عوام کو ریلیف فراہم کرنے کے لئے اقدامات کئے جا رہے ہیں اور اس سلسلے میں متعلقہ اداروں کو ہدایات جاری کر دی گئی ہیں۔ ذرائع کے مطابق اجلاس میں مختلف امور پر تفصیلی غور کیا گیا اور اہم فیصلے کئے گئے۔ شہریوں نے مطالبہ کیا ہے کہ مسائل فوری طور پر حل کئے جائیں۔ پولیس کا کہنا ہے کہ واقعے کی تحقیقات جاری ہیں اور ملزمان کو جلد گرفتار کر لیا جائے گا۔ ماہرین کے مطابق صورتحال میں بہتری کی توقع ہے جبکہ انتظامیہ نے تمام تیاریاں مکمل کر لی ہیں۔ انہوں نے کہا کہ حکومت کی جانب سے عوام کو ریلیف فراہم کرنے کے لئے اقدامات کئے جا رہے ہیں اور اس سلسلے میں متعلقہ اداروں کو ہدایات جاری کر دی گئی ہیں۔ ذرائع کے مطابق اجلاس میں مختلف امور پر تفصیلی غور <box>567 710 642 1843</box>
news-column <box>323 21 405 2324</box>
item-body-text: انہوں نے کہا کہ حکومت کی جانب سے عوام کو ریلیف فراہم کرنے کے لئے اقدامات کئے جا رہے ہیں اور اس سلسلے میں متعلقہ اداروں کو ہدایات جاری کر دی گئی ہیں۔ ذرائع کے مطابق اجلاس میں مختلف امور پر تفصیلی غور کیا گیا اور اہم فیصلے کئے گئے۔ شہریوں نے مطالبہ کیا ہے کہ مسائل فوری طور پر حل کئے جائیں۔ پولیس کا کہنا ہے کہ واقعے کی تحقیقات جاری ہیں اور ملزمان کو جلد گرفتار کر لیا جائے گا۔ ماہرین کے مطابق صورتحال میں بہتری کی توقع ہے جبکہ انتظامیہ نے تمام تیاریاں مکمل کر لی ہیں۔ انہوں نے کہا کہ حکومت کی جانب سے عوام کو ریلیف فراہم کرنے کے لئے اقدامات کئے جا رہے ہیں اور اس سلسلے میں متعلقہ اداروں کو ہدایات جاری کر دی گئی ہیں۔ ذرائع کے مطابق اجلاس میں مختلف امو <box>163 903 239 1149</box>
item-tag: 134 ارکان <box>501 1444 532 1452</box>
item-number: نمبر 24 <box>207 23 239 34</box>
item-body-text: انہوں نے کہا کہ حکومت کی جانب سے عوام کو ریلیف فراہم کرنے کے لئے اقدامات کئے جا رہے ہیں اور اس سلسلے میں متعلقہ اداروں کو ہدایات جاری کر دی گئی ہیں۔ ذرائع کے مطابق اجلاس میں مختلف امور پر تفصیلی غور کیا گیا اور اہم فیصلے کئے گئے۔ شہریوں نے مطالبہ کیا ہے کہ مسائل فوری طور پر حل کئے جائیں۔ پولیس کا کہنا ہے کہ واقعے کی تحقیقات جاری ہیں اور ملزمان کو جلد گرفتار کر لیا جائے گا۔ ماہرین کے مطابق صورتحال میں بہتری کی توقع ہے جبکہ انتظامیہ نے تمام تیاریاں مکمل کر لی ہیں۔ انہوں نے کہا کہ حکومت کی جانب سے عوام کو ریلیف فراہم کرنے کے لئے اقدامات کئے جا رہے ہیں اور اس سلسلے میں متعلقہ اداروں کو ہدایات جاری کر دی گئی ہیں۔ ذرائع کے مطابق اجلاس میں مختلف امور پر تفصیلی غور کیا گیا اور اہم فیصلے کئے گئے۔ شہریوں نے مطالبہ کیا ہے کہ مسائل فوری طور پر حل کئے جائیں۔ پولیس کا کہنا ہے کہ واقعے کی تحقیقات جاری ہیں اور ملزمان کو جلد گرفتار کر لیا جائے گا۔ ماہرین کے مطابق صورتحال میں بہتری کی توقع ہے جبکہ انتظامیہ نے تمام تیاریاں مکمل کر لی ہیں۔ انہوں نے کہا کہ حکومت کی جانب سے عوام کو ریلیف فراہم کرنے کے لئے اقدامات کئے جا رہے ہیں اور اس سلسلے میں متعلقہ اداروں کو ہدایات جاری کر دی گئی ہیں۔ ذرائع کے مطابق اجلاس میں مختلف امور پر تفصیلی غور کیا گیا اور اہم فیصلے کئے گئے۔ شہریوں نے مطالبہ کیا ہے کہ مسائل فوری طور پر حل کئے جائیں۔ پولیس کا کہنا ہے کہ واقعے کی تحقیقات جاری ہیں اور ملزمان کو جلد گرفتار کر لیا <box>163 395 239 887</box>
item-number: نمبر 15 <box>370 23 402 34</box>
news-item <box>326 864 402 1405</box>
news-item <box>244 663 321 1265</box>
news-item <box>163 2264 239 2576</box>
news-item <box>487 1004 562 1440</box>
item-number: نمبر 25 <box>207 383 239 393</box>
item-body-text: انہوں نے کہا کہ حکومت کی جانب سے عوام کو ریلیف فراہم کرنے کے لئے اقدامات کئے جا رہے ہیں اور اس سلسلے میں متعلقہ اداروں کو ہدایات جاری کر دی گئی ہیں۔ ذرائع کے مطابق اجلاس میں مختلف امور پر تفصیلی غور کیا گیا اور اہم فیصلے کئے گئے۔ شہریوں نے مطالبہ کیا ہے کہ مسائل فوری طور پر حل کئے جائیں۔ پولیس کا کہنا ہے کہ واقعے کی تحقیقات جاری ہیں اور ملزمان کو جلد گرفتار کر لیا جائے گا۔ ماہرین کے مطابق صورتحال میں بہتری کی توقع ہے جبکہ انتظامیہ نے تمام تیاریاں مکمل کر لی ہیں۔ انہوں نے کہا کہ حکومت کی جانب سے عوام کو ریلیف فراہم کرنے کے لئے اقدامات کئے جا رہے ہیں اور اس سلسلے میں متعلقہ اداروں کو ہدایات جاری کر دی گئی ہیں۔ ذرائ <box>2 1604 79 1840</box>
news-item <box>326 434 402 860</box>
news-item <box>487 23 562 722</box>
item-number-label <box>2 23 79 34</box>
news-item <box>84 760 158 1397</box>
item-number-label <box>407 1583 482 1594</box>
news-column <box>81 21 160 2167</box>
news-item <box>567 258 642 694</box>
item-body-text: انہوں نے کہا کہ حکومت کی جانب سے عوام کو ریلیف فراہم کرنے کے لئے اقدامات کئے جا رہے ہیں اور اس سلسلے میں متعلقہ اداروں کو ہدایات جاری کر دی گئی ہیں۔ ذرائع کے مطابق اجلاس میں مختلف امور پر تفصیلی غور کیا گیا اور اہم فیصلے کئے گئے۔ شہریوں نے مطالبہ کیا ہے کہ مسائل فوری طور پر حل کئے جائیں۔ پولیس کا کہنا ہے کہ واقعے کی تحقیقات جاری ہیں اور ملزمان کو جلد گرفتار کر لیا جائے گا۔ ماہرین کے مطابق صورتحال میں بہتری کی توقع ہے جبکہ انتظامیہ نے تمام تیاریاں مکمل کر لی ہیں۔ انہوں نے کہا کہ حکومت کی جانب سے عوام کو ریلیف فراہم کرنے کے لئے اقدامات کئے جا رہے ہیں اور اس سلسلے میں متعلقہ اداروں کو ہدایات جاری کر دی گئی ہیں۔ ذرائع کے مطابق اجلاس میں مختلف امور پر تفصیلی غور کیا گیا اور اہم فیصلے کئے گئے۔ شہریوں نے مطالبہ کیا ہے کہ مسائل فوری طور پر حل کئے جائیں۔ پولیس کا کہنا ہے کہ واقعے کی تحقیقات جاری ہیں اور ملزمان کو جلد گرفتار کر لیا جائے گا۔ ماہرین کے مطابق صورتحال میں بہتری کی توقع ہے جبکہ انتظامیہ نے تمام تیاریاں مکمل کر لی ہیں۔ انہوں نے کہا کہ حکومت کی جانب سے عوام کو ریلیف فراہم کرنے کے لئے اقدامات کئے جا رہے ہیں اور اس سلسلے میں متعلقہ اداروں کو ہدایات جاری کر دی گئی ہیں۔ ذرائع کے مطابق اج <box>326 448 402 860</box>
item-number-label <box>402 23 482 34</box>
item-body-text: انہوں نے کہا کہ حکومت کی جانب سے عوام کو ریلیف فراہم کرنے کے لئے اقدامات کئے جا رہے ہیں اور اس سلسلے میں متعلقہ اداروں کو ہدایات جاری کر دی گئی ہیں۔ ذرائع کے مطابق اجلاس میں مختلف امور پر تفصیلی غور کیا گیا اور اہم فیصلے کئے گئے۔ شہریوں نے مطالبہ کیا ہے کہ مسائل فوری طور پر حل کئے جائیں۔ پولیس کا کہنا ہے کہ واقعے کی تحقیقات جاری ہیں اور ملزمان کو جلد گرفتار کر لیا جائے گا۔ ماہرین کے مطابق صورتحال میں بہتری کی توقع ہے جبکہ انتظامیہ نے تمام تیاریاں مکمل کر لی ہیں۔ انہوں نے کہا کہ حکومت کی جانب سے عوام کو ریلیف فراہم کرنے کے لئے اقدامات کئے جا رہے ہیں اور اس سلسلے میں متعلقہ اداروں کو ہدایات جاری کر دی گئی ہیں۔ ذرائع کے مطابق اجلاس میں مختلف امور پر تفصیلی غور کیا گیا اور اہم فیصلے کئے گئے۔ شہریوں نے مطالبہ کیا ہے کہ مسائل فوری طور پر حل کئے جائیں۔ پولیس کا کہنا ہے کہ واقعے کی تحقیقات جاری ہیں اور ملزمان کو جلد گرفتار کر لیا جائے گا۔ ماہرین کے مطابق صورتحال میں بہتری کی توقع ہے جبکہ انتظامیہ نے تمام تیاریاں مکمل کر لی ہیں۔ انہوں نے کہا کہ حکومت کی جانب سے عوام کو ریلیف فراہم کرنے کے لئے اقدامات کئے جا رہے ہیں اور اس سلسلے میں متعلقہ اداروں کو ہدایات جاری کر دی گئی ہیں۔ ذرائع کے مطابق اج <box>567 273 642 693</box>
item-number-label <box>2 1590 79 1601</box>
news-item <box>407 1583 482 1877</box>
item-number-label <box>84 1399 158 1411</box>
item-number: نمبر 4 <box>614 1847 641 1857</box>
item-number: نمبر 12 <box>450 1181 482 1191</box>
item-body-text: انہوں نے کہا کہ حکومت کی جانب سے عوام کو ریلیف فراہم کرنے کے لئے اقدامات کئے جا رہے ہیں اور اس سلسلے میں متعلقہ اداروں کو ہدایات جاری کر دی گئی ہیں۔ ذرائع کے مطابق اجلاس میں مختلف امور پر تفصیلی غور کیا گیا اور اہم فیصلے کئے گئے۔ شہریوں نے مطالبہ کیا ہے کہ مسائل فوری طور پر حل کئے جائیں۔ پولیس کا کہنا ہے کہ واقعے کی تحقیقات جاری ہیں اور ملزمان کو جلد گرفتار کر لیا جائے گا۔ ماہرین کے مطابق صورتحال میں بہتری کی توقع ہے جبکہ انتظامیہ نے تمام تیاریاں مکمل کر لی ہیں۔ انہوں نے کہا کہ حکومت کی جانب سے عوام کو ریلیف فراہم کرنے کے لئے اقدامات کئے جا رہے ہیں اور ا <box>567 37 642 256</box>
news-column <box>241 21 323 2202</box>
news-item <box>2 1337 79 1588</box>
news-column <box>551 21 644 2473</box>
news-item <box>2 812 79 1081</box>
item-body-text: انہوں نے کہا کہ حکومت کی جانب سے عوام کو ریلیف فراہم کرنے کے لئے اقدامات کئے جا رہے ہیں اور اس سلسلے میں متعلقہ اداروں کو ہدایات جاری کر دی گئی ہیں۔ ذرائع کے مطابق اجلاس میں مختلف امور پر تفصیلی غور کیا گیا اور اہم فیصلے کئے گئے۔ شہریوں نے مطالبہ کیا ہے کہ مسائل فوری طور پر حل کئے جائیں۔ پولیس کا کہنا ہے کہ واقعے کی تحقیقات جاری ہیں اور ملزمان کو جلد گرفتار کر لیا جائے گا۔ ماہرین کے مطابق صورتحال میں بہتری کی توقع ہے جبکہ انتظامیہ نے تمام تیاریاں مکمل کر لی ہیں۔ انہوں نے کہا کہ حکومت کی جانب سے عوام کو ریلیف فراہم کرنے کے لئے اقدامات کئے جا رہے ہیں اور اس سلسلے میں متعلقہ اداروں کو ہدایات جاری کر دی گئی ہیں۔ ذرائع کے مطابق اجلاس میں مختلف امور پر تفصیلی غور کیا گیا اور اہم فیصلے کئے گئے۔ شہریوں نے مطالبہ کیا ہے کہ مسائل فوری طور پر حل کئے جائیں۔ پولیس کا کہنا ہے کہ واقعے کی تحقیقات جاری ہیں اور ملزمان کو جلد گرفتار کر لیا جائے گا۔ ماہرین کے مطابق صورتحال میں بہتری کی توقع ہے جبکہ انتظامیہ نے تمام تیاریاں مکمل کر لی ہیں۔ انہوں نے کہا کہ حکومت کی جانب سے عوام کو ریلیف فراہم کرنے کے لئے اقدامات کئے جا رہے ہیں اور اس سلسلے میں متعلقہ اداروں کو ہدایات جاری کر دی گئی ہیں۔ ذرائع کے مطابق اج <box>163 1577 239 1990</box>
item-number-label <box>2 1083 79 1095</box>
news-item <box>407 1880 482 2166</box>
item-number: نمبر 3 <box>614 697 641 707</box>
item-number: نمبر 16 <box>370 435 402 445</box>
item-number: نمبر 39 <box>47 1591 78 1601</box>
item-number: نمبر 7 <box>535 725 561 735</box>
item-number-label <box>407 1180 482 1191</box>
news-item <box>244 1855 321 2203</box>
item-number-label <box>326 864 402 875</box>
item-number-label <box>567 1846 642 1858</box>
item-body-text: انہوں نے کہا کہ حکومت کی جانب سے عوام کو ریلیف فراہم کرنے کے لئے اقدامات کئے جا رہے ہیں اور اس سلسلے میں متعلقہ اداروں کو ہدایات جاری کر دی گئی ہیں۔ ذرائع کے مطابق اجلاس میں مختلف امور پر تفصیلی غور کیا گیا اور اہم فیصلے کئے گئے۔ شہریوں نے مطالبہ کیا ہے کہ مسائل فوری طور پر حل کئے جائیں۔ پولیس کا کہنا ہے کہ واقعے کی تحقیقات جاری ہیں اور ملزمان کو جلد گرفتار کر لیا جائے گا۔ ماہرین کے مطابق صورتحال میں بہتری کی توقع ہے جبکہ انتظامیہ نے تمام تیاریاں مکمل کر لی ہیں۔ انہوں نے کہا کہ حکومت کی جانب سے عوام کو ریلیف فراہم کرنے کے لئے اقدامات کئے جا رہے ہیں اور اس سلسلے میں متعلقہ اداروں کو ہدایات جاری کر دی گئی ہیں۔ ذرائع کے مطابق اجلاس میں مختلف امور پر تفصیلی غور کیا گیا اور اہم فیصلے کئے گئے۔ شہریوں نے مطالبہ کیا ہے کہ مسائل فوری طور پر حل کئے جائیں۔ پولیس کا کہنا ہے کہ واقعے کی تحقیقات جاری ہیں اور ملزمان کو جلد گرفتار کر لیا جائے گا۔ ماہرین کے مطابق صورتحال میں بہتری کی توقع ہے جبکہ انتظامیہ نے تمام تیاریاں مکمل کر لی ہیں۔ انہوں نے کہا کہ حکومت کی جانب سے عوام کو ریلیف فراہم کرنے کے لئے اقدامات کئے جا رہے ہیں اور اس سلسلے میں متعلقہ اداروں کو ہدایات جاری کر دی گئی ہیں۔ ذرائع کے مطابق اج <box>487 1018 562 1439</box>
item-body-text: انہوں نے کہا کہ حکومت کی جانب سے عوام کو ریلیف فراہم کرنے کے لئے اقدامات کئے جا رہے ہیں اور اس سلسلے میں متعلقہ اداروں کو ہدایات جاری کر دی گئی ہیں۔ ذرائع کے مطابق اجلاس میں مختلف امور پر تفصیلی غور کیا گیا اور اہم فیصلے کئے گئے۔ شہریوں نے مطالبہ کیا ہے کہ مسائل فوری طور پر حل کئے جائیں۔ پولیس کا کہنا ہے کہ واقعے کی تحقیقات جاری ہیں اور ملزمان کو جلد گرفتار کر لیا جائے گا۔ ماہرین کے مطابق صورتحال میں بہتری کی توقع ہے جبکہ انتظامیہ نے تمام تیاریاں مکمل کر لی ہیں۔ انہوں نے کہا کہ حکومت کی جانب سے عوام کو ریلیف فراہم کرنے کے لئے اقدامات کئے جا رہے ہیں اور اس سلسلے میں متعلقہ اداروں کو ہدایات جاری کر دی گئی ہیں۔ ذرائع کے مطابق اجلاس میں مختلف امور پر تفصیلی غور کیا گیا اور اہم فیصلے کئے گئے۔ شہریوں نے مطالبہ کیا ہے کہ مسائل فوری طور پر حل کئے جائیں۔ پولیس کا کہنا ہے کہ واقعے کی تحقیقات جاری ہیں اور ملزمان کو جلد گرفتار کر لیا جائے گا۔ ماہرین کے مطابق صورتحال میں بہتری کی <box>244 1869 321 2202</box>
item-number: نمبر 36 <box>47 813 78 823</box>
item-body-text: انہوں نے کہا کہ حکومت کی جانب سے عوام کو ریلیف فراہم کرنے کے لئے اقدامات کئے جا رہے ہیں اور اس سلسلے میں متعلقہ اداروں کو ہدایات جاری کر دی گئی ہیں۔ ذرائع کے مطابق اجلاس میں مختلف امور پر تفصیلی غور کیا گیا اور اہم فیصلے کئے گئے۔ شہریوں نے مطالبہ کیا ہے کہ مسائل فوری طور پر حل کئے جائیں۔ پولیس کا کہنا ہے کہ واقعے کی تحقیقات جاری ہیں اور ملزمان کو جلد گرفتار کر لیا جائے گا۔ ماہرین کے مطابق صورتحال میں بہتری کی توقع ہے جبکہ انتظامیہ نے تمام تیاریاں مکمل کر لی ہیں۔ انہوں نے کہا کہ حکومت کی جانب سے عوام کو ریلیف فراہم کرنے کے لئے اقدامات کئے جا رہے ہیں اور اس سلسلے میں متعلقہ اداروں کو ہدایات جاری کر دی گئی ہیں۔ ذرائع کے مطابق اجلاس میں مختلف امور پر تفصیلی غور کیا گیا اور اہم فیصلے کئے گئے۔ شہریوں نے مطالبہ کیا ہے کہ مسائل فوری طور پر حل کئے جائیں۔ پولیس کا کہنا ہے کہ واقعے کی تحقیقات جاری ہیں اور ملزمان کو جلد گرفتار کر لیا جائے گا۔ ماہرین کے مطابق صورتحال میں بہتری کی توقع ہے جبکہ انتظامی <box>163 37 239 379</box>
item-number-label <box>163 382 239 393</box>
news-item <box>163 1993 239 2261</box>
item-body-text: انہوں نے کہا کہ حکومت کی جانب سے عوام کو ریلیف فراہم کرنے کے لئے اقدامات کئے جا رہے ہیں اور اس سلسلے میں متعلقہ اداروں کو ہدایات جاری کر دی گئی ہیں۔ ذرائع کے مطابق اجلاس میں مختلف امور پر تفصیلی غور کیا گیا اور اہم فیصلے کئے گئے۔ شہریوں نے مطالبہ کیا ہے کہ مسائل فوری طور پر حل کئے جائیں۔ پولیس کا کہنا ہے کہ واقعے کی تحقیقات جاری ہیں اور ملزمان کو جلد گرفتار کر لیا جائے گا۔ ماہرین کے مطابق صورتحال میں بہتری کی توقع ہے جبکہ انتظامیہ نے تمام تیاریاں مکمل کر لی ہیں۔ انہوں نے کہا کہ حکومت کی جانب سے عوام کو ریلیف فراہم کرنے کے لئے اقدامات کئے جا رہے ہیں اور اس سلسلے میں متعلقہ اداروں کو ہدایات جاری کر دی گئی ہیں۔ ذرائع کے مطابق اجلاس میں مختلف امور پر تفصیلی غور کیا گیا اور اہم فیصلے کئے گئے۔ شہریوں نے مطالبہ کیا ہے کہ مسائل فوری طور پر حل کئے جائیں۔ پولیس کا کہنا ہے کہ واقع <box>84 1414 158 1720</box>
item-number-label <box>84 760 158 771</box>
item-body-text: انہوں نے کہا کہ حکومت کی جانب سے عوام کو ریلیف فراہم کرنے کے لئے اقدامات کئے جا رہے ہیں اور اس سلسلے میں متعلقہ اداروں کو ہدایات جاری کر دی گئی ہیں۔ ذرائع کے مطابق اجلاس میں مختلف امور پر تفصیلی غور کیا گیا اور اہم فیصلے کئے گئے۔ شہریوں نے مطالبہ کیا ہے کہ مسائل فوری طور پر حل کئے جائیں۔ پولیس کا کہنا ہے کہ واقعے کی تحقیقات جاری ہیں اور ملزمان کو جلد گرفتار کر لیا جائے گا۔ ماہرین کے مطابق صورتحال میں بہتری کی توقع ہے جبکہ انتظامیہ نے تمام تیاریاں مکمل کر لی ہیں۔ انہوں نے کہا کہ حکومت کی جانب سے عوام کو ریلیف فراہم کرنے کے لئے اقدامات کئے جا رہے ہیں اور اس سلسلے میں متعلقہ اداروں کو ہدایات جاری کر دی گئی ہیں۔ ذرائع کے مطابق اجلاس میں مختلف امور پر تفصیلی غور کیا گیا اور اہم فیصلے کئے گئے۔ شہریوں نے مطالبہ کیا ہے کہ مسائل فوری طور پر حل کئے جائیں۔ پولیس کا کہنا ہے کہ واقع <box>163 2277 239 2575</box>
item-number-label <box>487 23 562 34</box>
news-item <box>326 1407 402 1781</box>
news-item <box>487 724 562 1001</box>
item-body-text: انہوں نے کہا کہ حکومت کی جانب سے عوام کو ریلیف فراہم کرنے کے لئے اقدامات کئے جا رہے ہیں اور اس سلسلے میں متعلقہ اداروں کو ہدایات جاری کر دی گئی ہیں۔ ذرائع کے مطابق اجلاس میں مختلف امور پر تفصیلی غور کیا گیا اور اہم فیصلے کئے گئے۔ شہریوں نے مطالبہ کیا ہے کہ مسائل فوری طور پر حل کئے جائیں۔ پولیس کا کہنا ہے کہ واقعے کی تحقیقات جاری ہیں اور ملزمان کو جلد گرفتار کر لیا جائے گا۔ ماہرین کے مطابق صورتحال میں بہتری کی توقع ہے جبکہ انتظامیہ نے تمام تیاریاں مکمل کر لی ہیں۔ انہوں نے کہا کہ حکومت کی جانب سے عوام کو ریلیف فراہم کرنے کے لئے اقدامات کئے جا رہے ہیں اور اس سلسلے میں متعلقہ اداروں کو ہدایات جاری کر دی گئی ہیں۔ ذرائع کے مطابق اجلاس میں مختلف امور پر تفصیلی غور کیا گیا اور اہم فیصلے کئے گئے۔ شہریوں نے مطالبہ کیا ہے کہ مسائل فوری طور پر حل کئے جائیں۔ پولیس کا کہنا ہے کہ واقعے کی تحقیقات جاری ہیں اور ملزمان کو جلد گرفتار کر لیا جائے گا۔ ماہرین کے مطابق صورتحال میں بہتری کی توقع ہے جبکہ انتظامیہ نے تمام تیاریاں مکمل کر لی ہیں۔ انہوں نے کہا کہ حکومت کی جانب سے عوام کو ریلیف فراہم کرنے کے لئے ا <box>407 1194 482 1580</box>
item-number-label <box>487 724 562 736</box>
item-number: نمبر 37 <box>47 1084 78 1094</box>
item-number: نمبر 6 <box>535 23 561 34</box>
item-body-text: انہوں نے کہا کہ حکومت کی جانب سے عوام کو ریلیف فراہم کرنے کے لئے اقدامات کئے جا رہے ہیں اور اس سلسلے میں متعلقہ اداروں کو ہدایات جاری کر دی گئی ہیں۔ ذرائع کے مطابق اجلاس میں مختلف امور پر تفصیلی غور کیا گیا اور اہم فیصلے کئے گئے۔ شہریوں نے مطالبہ کیا ہے کہ مسائل فوری طور پر حل کئے جائیں۔ پولیس کا کہنا ہے کہ واقعے کی تحقیقات جاری ہیں اور ملزمان کو جلد گرفتار کر لیا جائے گا۔ ماہرین کے مطابق صورتحال میں بہتری کی توقع ہے جبکہ انتظامیہ نے تمام تیاریاں مکمل کر لی ہیں۔ انہوں نے کہا کہ حکومت کی جانب سے عوام کو ریلیف فراہم کرنے کے لئے اقدامات کئے جا رہے ہیں اور اس سلسلے میں متعلقہ اداروں کو ہدایات جاری کر دی گئی ہیں۔ ذرائع کے مطابق اجلاس میں مختلف امور پر تفصیلی غور کیا گیا اور اہم فیصلے کئے گئے۔ شہریوں نے مطالبہ کیا ہے کہ مسائل فوری طور پر حل کئے جائیں۔ پولیس کا کہنا ہے کہ واقعے کی تحقیقات جاری ہیں اور ملزمان کو جلد گرفتار کر لیا جائے گا۔ ماہرین کے مطابق صورتحال میں بہتری کی توقع ہے جبکہ انتظامیہ نے تمام تیاریاں مکمل کر لی ہیں۔ انہوں نے کہا کہ حکومت کی جانب سے عوام کو ریلیف فراہم کرنے کے لئے اقدامات کئے جا رہے ہیں اور اس سلسلے میں متعلقہ اداروں کو ہدایات جاری کر دی گئی ہیں۔ ذرائع کے مطابق اجلاس میں مختلف امور پر تفصیلی غور کیا گیا اور اہم فیصلے کئے گئے۔ شہریوں نے مطالبہ کیا ہے کہ مسائل فوری طور پر حل کئے جائیں۔ پولیس کا کہنا ہے کہ واقعے کی تحقیقات جاری ہیں اور ملزمان کو جلد گرفتار کر لیا جائے گا۔ ماہرین کے مطابق صورتحال میں بہتری کی توقع ہے جبکہ انتظامیہ نے تمام تیاریاں مکمل کر لی ہیں۔ <box>326 1797 402 2324</box>
item-number-label <box>567 23 642 34</box>
item-number: نمبر 18 <box>370 1407 402 1418</box>
item-number-label <box>244 1268 321 1279</box>
item-tag: پاکستانی شہری <box>402 25 447 32</box>
item-number-label <box>326 23 402 34</box>
item-body-text: انہوں نے کہا کہ حکومت کی جانب سے عوام کو ریلیف فراہم کرنے کے لئے اقدامات کئے جا رہے ہیں اور اس سلسلے میں متعلقہ اداروں کو ہدایات جاری کر دی گئی ہیں۔ ذرائع کے مطابق اجلاس میں مختلف امور پر تفصیلی غور کیا گیا اور اہم فیصلے کئے گئے۔ شہریوں نے مطالبہ کیا ہے کہ مسائل فوری طور پر حل کئے جائیں۔ پولیس کا کہنا ہے کہ واقعے کی تحقیقات جاری ہیں اور ملزمان کو جلد گرفتار کر لیا جائے گا۔ ماہرین کے مطابق صورتحال میں بہتری کی توقع ہے جبکہ انتظامیہ نے تمام تیاریاں مکمل کر لی ہیں۔ انہوں نے کہا کہ حکومت کی جانب سے عوام کو ریلیف فراہم کرنے کے لئے اقدامات کئے جا رہے ہیں اور اس سلسلے میں متعلقہ اداروں کو ہدایات جاری کر دی گئی ہیں۔ ذرائع کے مطابق اجلاس میں مختلف امور پر تفصیلی غور کیا گیا اور اہم فیصلے کئے گئے۔ شہریوں نے مطالبہ کیا ہے کہ مسائل فوری طور پر حل کئے جائیں۔ پولیس کا کہنا ہے کہ واقعے کی تحقیقات جاری ہیں اور ملزمان کو جلد گرفتار کر لیا جائے گا۔ ماہرین کے مطابق صورتحال میں بہتری کی توقع ہے جبکہ انتظامیہ نے تمام تیاریاں مکمل کر لی ہیں۔ انہوں نے کہا کہ حکومت کی جانب سے عوام کو ریلیف فراہم کرنے کے لئے اقدامات کئے جا رہے ہیں اور اس سلسلے میں متعلقہ اداروں کو ہدایات جاری کر دی گئی ہیں۔ ذرائع کے مطابق اجلاس میں مختلف امور پر تفصیلی غور کیا گیا اور اہم فیصلے کئے گئے۔ شہریوں نے مطالبہ کیا ہے کہ مسائل فوری طور پر حل کئے جائیں۔ پولیس کا کہنا ہے کہ واقعے کی تحقیقات جاری ہیں اور ملزمان کو جلد گرفتار کر لیا جائے گا۔ ماہرین کے مطابق صورتحال میں بہتری کی توقع ہے جبکہ انتظامیہ نے تمام تیاریاں مکمل کر لی ہیں۔ انہوں نے کہا کہ حکومت کی جانب سے عوام کو ریلیف فراہم کرنے کے لئے اقدامات کئے جا رہے ہیں اور اس سلسلے میں متعلقہ اداروں کو ہدایات جاری کر دی گئی ہیں۔ <box>244 677 321 1265</box>
item-number: نمبر 38 <box>47 1338 78 1348</box>
item-number-label <box>2 812 79 824</box>
masthead <box>0 0 644 15</box>
item-number: نمبر 14 <box>450 1881 482 1891</box>
item-number: نمبر 30 <box>207 2265 239 2275</box>
item-number-label <box>84 23 158 34</box>
item-number: نمبر 21 <box>289 664 321 674</box>
newspaper-date-english: THE DAILY UMMAT,FRIDAY APRIL 10,2026 <box>3 2 182 12</box>
news-item <box>244 23 321 660</box>
item-number-label <box>326 1407 402 1418</box>
item-body-text: انہوں نے کہا کہ حکومت کی جانب سے عوام کو ریلیف فراہم کرنے کے لئے اقدامات کئے جا رہے ہیں اور اس سلسلے میں متعلقہ اداروں کو ہدایات جاری کر دی گئی ہیں۔ ذرائع کے مطابق اجلاس میں مختلف امور پر تفصیلی غور کیا گیا اور اہم فیصلے کئے گئے۔ شہریوں نے مطالبہ کیا ہے کہ مسائل فوری طور پر حل کئے جائیں۔ پولیس کا کہنا ہے کہ واقعے کی تحقیقات جاری ہیں اور ملزمان کو جلد گرفتار کر لیا جائے گا۔ ماہرین کے مطابق صورتحال میں بہتری کی توقع ہے جبکہ انتظامیہ نے تمام تیاریاں مکمل کر لی ہیں۔ انہوں نے کہا کہ حکومت کی جانب سے عوام کو ریلیف فراہم کرنے کے لئے اقدامات کئے جا رہے ہیں اور اس سلسلے میں متعلقہ اداروں کو ہدایات جاری کر دی گئی ہیں۔ ذرائع کے مطابق اجلاس میں مختلف امور پر تفصیلی غور کیا گیا اور اہ <box>2 826 79 1080</box>
item-body-text: انہوں نے کہا کہ حکومت کی جانب سے عوام کو ریلیف فراہم کرنے کے لئے اقدامات کئے جا رہے ہیں اور اس سلسلے میں متعلقہ اداروں کو ہدایات جاری کر دی گئی ہیں۔ ذرائع کے مطابق اجلاس میں مختلف امور پر تفصیلی غور کیا گیا اور اہم فیصلے کئے گئے۔ شہریوں نے مطالبہ کیا ہے کہ مسائل فوری طور پر حل کئے جائیں۔ پولیس کا کہنا ہے کہ واقعے کی تحقیقات جاری ہیں اور ملزمان کو جلد گرفتار کر لیا جائے گا۔ ماہرین کے مطابق صورتحال میں بہتری کی توقع ہے جبکہ انتظامیہ نے تمام تیاریاں مکمل کر لی ہیں۔ انہوں نے کہا کہ حکومت کی جانب سے عوام کو ریلیف فراہم کرنے کے لئے اقدامات کئے جا رہے ہیں اور اس سلسلے میں متعلقہ اداروں کو ہدایات جاری کر دی گئی ہیں۔ ذرائع کے مطابق اجلاس میں مختلف امور پر تفصیلی غور کیا گیا اور اہم فیصلے کئے گئے۔ شہریوں نے مطالبہ کیا ہے <box>407 1597 482 1877</box>
item-body-text: انہوں نے کہا کہ حکومت کی جانب سے عوام کو ریلیف فراہم کرنے کے لئے اقدامات کئے جا رہے ہیں اور اس سلسلے میں متعلقہ اداروں کو ہدایات جاری کر دی گئی ہیں۔ ذرائع کے مطابق اجلاس میں مختلف امور پر تفصیلی غور کیا گیا اور اہم فیصلے کئے گئے۔ شہریوں نے مطالبہ کیا ہے کہ مسائل فوری طور پر حل کئے جائیں۔ پولیس کا کہنا ہے کہ واقعے کی تحقیقات جاری ہیں اور ملزمان کو جلد گرفتار کر لیا جائے گا۔ ماہرین کے مطابق صورتحال میں بہتری کی توقع ہے جبکہ انتظامیہ نے تمام تیاریاں مکمل کر لی ہیں۔ انہوں نے کہا کہ حکومت کی جانب سے عوام کو ریلیف فراہم کرنے کے لئے اقدامات کئے جا رہے ہیں اور اس سلسلے میں متعلقہ اداروں کو ہدایات جاری کر دی گئی ہیں۔ ذرائع کے مطابق اجلاس میں مختلف امور پر تفصیلی غور کیا گیا اور اہم فیصلے کئے گئے۔ شہریوں نے مطالبہ کیا ہے کہ مسائل فوری طور پر حل کئے جائیں۔ پولیس کا کہنا ہے کہ واقعے کی تحقیقات جاری ہیں اور ملزمان کو جلد گرفتار کر لیا جائے گا۔ ماہرین کے مطابق صورتحال میں بہتری کی توقع ہے جبکہ انتظامیہ نے تمام تیاریاں مکمل کر لی ہیں۔ انہوں نے کہا کہ حکومت کی جانب سے عوام کو ریلیف فراہم کرنے کے لئے اقدامات کئے جا رہے ہیں اور اس سلسلے میں متعلقہ اداروں کو ہدایات جاری کر دی گئی ہیں۔ ذرائع کے مطابق اجلاس میں مختلف امور پر تفصیلی غور کیا گیا اور اہم فیصلے کئے گئے۔ شہریوں نے مطالبہ کیا ہے کہ مسائل فوری طور پر حل کئے جائیں۔ پولیس کا کہنا ہے کہ واقعے کی تحقیقات جاری ہیں اور ملزمان کو جلد گرفتار کر لیا جائے گا۔ ماہرین کے مطابق صورتحال میں بہتری کی توقع ہے جبکہ انتظامیہ نے تمام تیاریاں مکمل کر لی ہیں۔ انہوں نے کہا کہ حکومت کی جانب سے عوام کو ریلیف فراہم کرنے کے لئے اقدامات کئے جا رہے ہیں اور اس سلسلے میں متعلقہ اداروں کو ہدایات جاری کر دی گئی ہیں۔ ذرائع کے مطابق اجلاس میں مختلف امور پر تفصیلی غور کیا گیا اور اہم فیصلے کئے گئے۔ شہریوں نے مطالبہ کیا ہے کہ مسائل فوری طور پر حل کئے جائیں۔ پولیس کا کہنا ہے کہ واقعے کی تحقیقات جاری ہیں اور ملزمان کو جلد گرفتار کر لیا جائے گا۔ ماہرین کے مطابق صورتحال <box>487 37 562 722</box>
news-item <box>2 1590 79 1841</box>
item-tag: امریکا ایران <box>578 25 612 32</box>
